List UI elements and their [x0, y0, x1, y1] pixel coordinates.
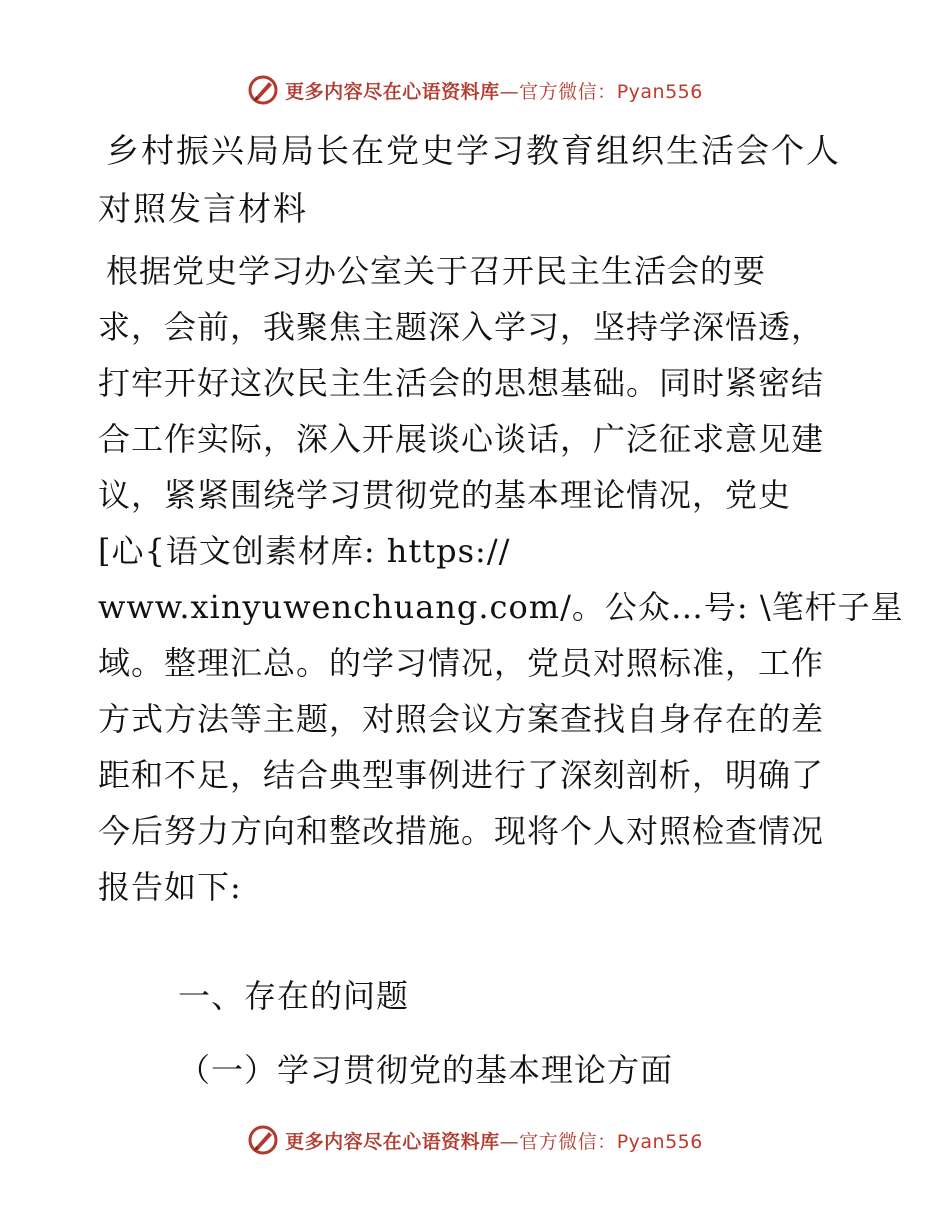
title-line-2: 对照发言材料	[98, 189, 308, 228]
quill-pen-seal-icon	[247, 1124, 279, 1156]
banner-text	[285, 77, 703, 104]
header-banner	[0, 70, 950, 110]
banner-main-text: 更多内容尽在心语资料库	[285, 1130, 500, 1153]
body-line: www.xinyuwenchuang.com/。公众…号: \笔杆子星	[98, 588, 904, 626]
body-line: 方式方法等主题，对照会议方案查找自身存在的差	[98, 700, 825, 738]
quill-pen-seal-icon	[247, 74, 279, 106]
body-line: 议，紧紧围绕学习贯彻党的基本理论情况，党史	[98, 476, 792, 514]
body-line: 今后努力方向和整改措施。现将个人对照检查情况	[98, 812, 825, 850]
document-title	[98, 122, 858, 238]
footer-banner	[0, 1120, 950, 1160]
banner-wechat-label: 官方微信：	[519, 1130, 617, 1153]
body-paragraph	[98, 243, 904, 915]
subsection-heading: （一）学习贯彻党的基本理论方面	[178, 1051, 674, 1089]
banner-wechat-id: Pyan556	[616, 80, 703, 103]
banner-dash: —	[499, 80, 520, 103]
title-line-1: 乡村振兴局局长在党史学习教育组织生活会个人	[106, 131, 841, 170]
banner-wechat-id: Pyan556	[616, 1130, 703, 1153]
banner-main-text: 更多内容尽在心语资料库	[285, 80, 500, 103]
banner-dash: —	[499, 1130, 520, 1153]
body-line: 距和不足，结合典型事例进行了深刻剖析，明确了	[98, 756, 825, 794]
section-heading: 一、存在的问题	[178, 977, 410, 1015]
body-line: 求，会前，我聚焦主题深入学习，坚持学深悟透，	[98, 308, 825, 346]
body-line: 域。整理汇总。的学习情况，党员对照标准，工作	[98, 644, 825, 682]
body-line: 报告如下:	[98, 868, 242, 906]
banner-wechat-label: 官方微信：	[519, 80, 617, 103]
body-line: 合工作实际，深入开展谈心谈话，广泛征求意见建	[98, 420, 825, 458]
body-line: 根据党史学习办公室关于召开民主生活会的要	[106, 252, 767, 290]
body-line: [心{语文创素材库: https://	[98, 532, 511, 570]
body-line: 打牢开好这次民主生活会的思想基础。同时紧密结	[98, 364, 825, 402]
banner-text	[285, 1127, 703, 1154]
